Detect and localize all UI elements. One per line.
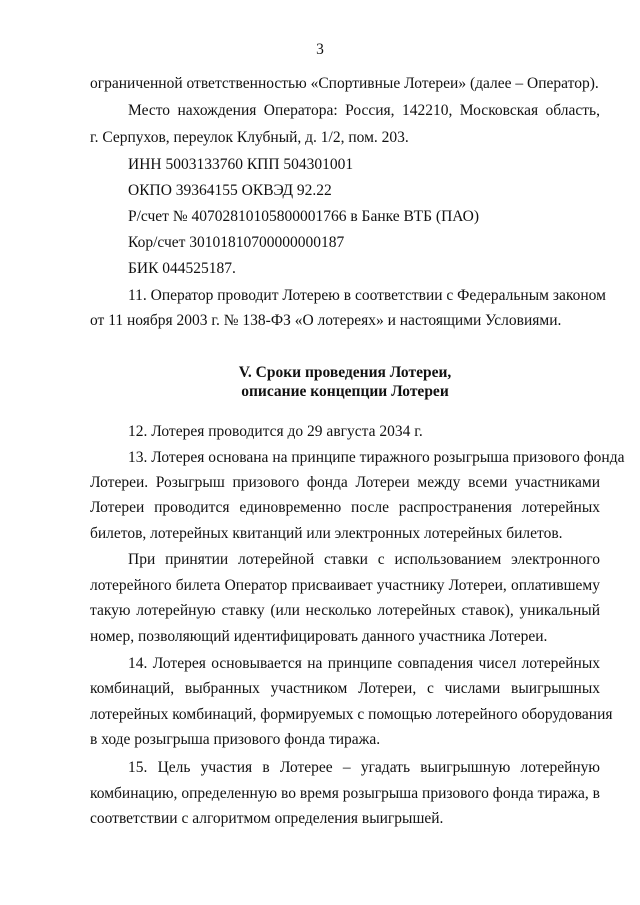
page-number: 3 [316, 41, 324, 58]
text-line: такую лотерейную ставку (или несколько лотерейных ставок), уникальный [90, 602, 600, 619]
text-line: БИК 044525187. [128, 260, 236, 277]
text-line: 14. Лотерея основывается на принципе совпадения чисел лотерейных [128, 655, 600, 672]
text-line: 12. Лотерея проводится до 29 августа 2034 г. [128, 423, 423, 440]
text-line: ограниченной ответственностью «Спортивные Лотереи» (далее – Оператор). [90, 75, 599, 92]
text-line: 13. Лотерея основана на принципе тиражного розыгрыша призового фонда [128, 449, 625, 466]
text-line: соответствии с алгоритмом определения выигрышей. [90, 810, 444, 827]
text-line: лотерейного билета Оператор присваивает участнику Лотереи, оплатившему [90, 577, 600, 594]
text-line: ИНН 5003133760 КПП 504301001 [128, 156, 354, 173]
text-line: Р/счет № 40702810105800001766 в Банке ВТБ (ПАО) [128, 208, 480, 225]
text-line: 11. Оператор проводит Лотерею в соответствии с Федеральным законом [128, 287, 606, 304]
text-line: Кор/счет 30101810700000000187 [128, 234, 345, 251]
text-line: ОКПО 39364155 ОКВЭД 92.22 [128, 182, 332, 199]
text-line: от 11 ноября 2003 г. № 138-ФЗ «О лотереях» и настоящими Условиями. [90, 312, 562, 329]
text-line: номер, позволяющий идентифицировать данного участника Лотереи. [90, 628, 548, 645]
text-line: Лотереи проводится единовременно после распространения лотерейных [90, 499, 600, 516]
text-line: 15. Цель участия в Лотерее – угадать выигрышную лотерейную [128, 759, 600, 776]
text-line: комбинаций, выбранных участником Лотереи, с числами выигрышных [90, 680, 600, 697]
text-line: комбинацию, определенную во время розыгрыша призового фонда тиража, в [90, 785, 600, 802]
text-line: лотерейных комбинаций, формируемых с помощью лотерейного оборудования [90, 706, 613, 723]
text-line: г. Серпухов, переулок Клубный, д. 1/2, пом. 203. [90, 129, 409, 146]
text-line: При принятии лотерейной ставки с использованием электронного [128, 551, 600, 568]
text-line: в ходе розыгрыша призового фонда тиража. [90, 731, 381, 748]
text-line: билетов, лотерейных квитанций или электронных лотерейных билетов. [90, 525, 563, 542]
text-line: Место нахождения Оператора: Россия, 142210, Московская область, [128, 102, 600, 119]
section-heading-line-1: V. Сроки проведения Лотереи, [238, 364, 452, 381]
text-line: Лотереи. Розыгрыш призового фонда Лотереи между всеми участниками [90, 474, 600, 491]
section-heading-line-2: описание концепции Лотереи [241, 383, 449, 400]
